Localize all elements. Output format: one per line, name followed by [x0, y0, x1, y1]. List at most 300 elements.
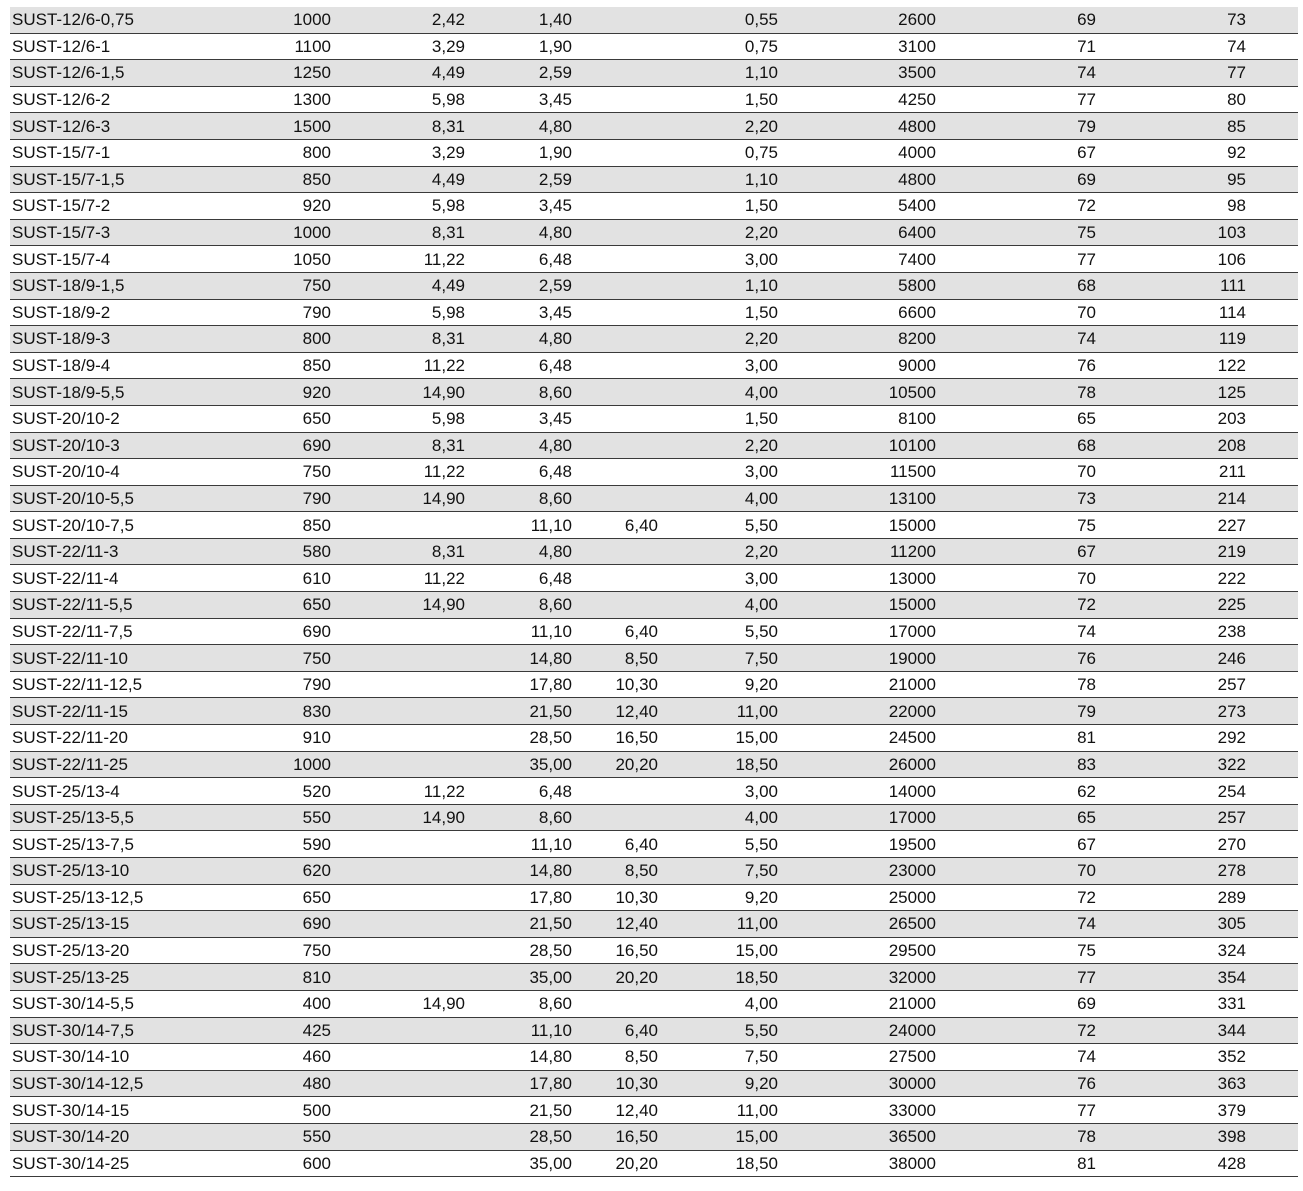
row-end-spacer [1246, 911, 1298, 938]
value-cell: 273 [1096, 698, 1246, 725]
table-row [10, 618, 1298, 645]
model-cell: SUST-12/6-3 [10, 113, 190, 140]
value-cell: 270 [1096, 831, 1246, 858]
value-cell: 36500 [778, 1123, 936, 1150]
value-cell [572, 272, 658, 299]
value-cell: 11,22 [331, 246, 465, 273]
value-cell: 6600 [778, 299, 936, 326]
model-cell: SUST-22/11-25 [10, 751, 190, 778]
value-cell [572, 804, 658, 831]
table-row [10, 193, 1298, 220]
value-cell: 6,40 [572, 1017, 658, 1044]
value-cell: 750 [190, 937, 331, 964]
value-cell: 4800 [778, 113, 936, 140]
row-end-spacer [1246, 405, 1298, 432]
value-cell [572, 485, 658, 512]
value-cell: 10,30 [572, 884, 658, 911]
value-cell: 810 [190, 964, 331, 991]
table-row [10, 645, 1298, 672]
value-cell: 7400 [778, 246, 936, 273]
value-cell: 3,45 [465, 86, 572, 113]
table-row [10, 911, 1298, 938]
value-cell: 2,59 [465, 166, 572, 193]
value-cell: 6,48 [465, 246, 572, 273]
table-row [10, 1097, 1298, 1124]
value-cell: 8,50 [572, 858, 658, 885]
table-row [10, 7, 1298, 33]
value-cell: 24500 [778, 725, 936, 752]
value-cell: 74 [936, 618, 1096, 645]
value-cell: 354 [1096, 964, 1246, 991]
value-cell: 32000 [778, 964, 936, 991]
value-cell: 9,20 [658, 671, 778, 698]
value-cell: 10,30 [572, 671, 658, 698]
value-cell: 3100 [778, 33, 936, 60]
value-cell: 920 [190, 379, 331, 406]
value-cell: 3,45 [465, 405, 572, 432]
value-cell [572, 432, 658, 459]
row-end-spacer [1246, 645, 1298, 672]
value-cell: 72 [936, 1017, 1096, 1044]
value-cell [331, 512, 465, 539]
value-cell: 5,50 [658, 1017, 778, 1044]
value-cell: 4000 [778, 139, 936, 166]
value-cell: 30000 [778, 1070, 936, 1097]
value-cell [572, 86, 658, 113]
table-row [10, 86, 1298, 113]
value-cell: 77 [936, 246, 1096, 273]
value-cell: 4,00 [658, 592, 778, 619]
value-cell: 23000 [778, 858, 936, 885]
value-cell: 26500 [778, 911, 936, 938]
value-cell: 15,00 [658, 1123, 778, 1150]
value-cell: 122 [1096, 352, 1246, 379]
model-cell: SUST-22/11-3 [10, 538, 190, 565]
value-cell: 600 [190, 1150, 331, 1177]
value-cell: 29500 [778, 937, 936, 964]
model-cell: SUST-15/7-1 [10, 139, 190, 166]
value-cell: 690 [190, 618, 331, 645]
value-cell: 2,59 [465, 60, 572, 87]
model-cell: SUST-22/11-20 [10, 725, 190, 752]
value-cell: 72 [936, 884, 1096, 911]
model-cell: SUST-12/6-1,5 [10, 60, 190, 87]
spec-table [10, 7, 1298, 1177]
value-cell: 15,00 [658, 937, 778, 964]
value-cell: 2,59 [465, 272, 572, 299]
value-cell: 5,50 [658, 512, 778, 539]
value-cell: 14,90 [331, 804, 465, 831]
value-cell: 95 [1096, 166, 1246, 193]
model-cell: SUST-22/11-12,5 [10, 671, 190, 698]
value-cell [572, 246, 658, 273]
row-end-spacer [1246, 459, 1298, 486]
value-cell: 114 [1096, 299, 1246, 326]
value-cell: 1,10 [658, 272, 778, 299]
model-cell: SUST-25/13-20 [10, 937, 190, 964]
table-row [10, 113, 1298, 140]
value-cell: 21,50 [465, 698, 572, 725]
value-cell: 17000 [778, 804, 936, 831]
model-cell: SUST-15/7-4 [10, 246, 190, 273]
model-cell: SUST-25/13-12,5 [10, 884, 190, 911]
row-end-spacer [1246, 326, 1298, 353]
value-cell: 79 [936, 698, 1096, 725]
value-cell: 246 [1096, 645, 1246, 672]
value-cell: 3,00 [658, 459, 778, 486]
value-cell [331, 698, 465, 725]
row-end-spacer [1246, 1017, 1298, 1044]
value-cell: 28,50 [465, 725, 572, 752]
value-cell: 67 [936, 139, 1096, 166]
row-end-spacer [1246, 538, 1298, 565]
value-cell: 4,00 [658, 379, 778, 406]
value-cell: 79 [936, 113, 1096, 140]
value-cell: 10100 [778, 432, 936, 459]
value-cell: 650 [190, 592, 331, 619]
model-cell: SUST-18/9-5,5 [10, 379, 190, 406]
value-cell: 2,20 [658, 538, 778, 565]
value-cell: 27500 [778, 1044, 936, 1071]
value-cell: 5,98 [331, 86, 465, 113]
value-cell: 830 [190, 698, 331, 725]
value-cell: 398 [1096, 1123, 1246, 1150]
value-cell: 1000 [190, 751, 331, 778]
value-cell: 6,48 [465, 778, 572, 805]
value-cell: 77 [936, 86, 1096, 113]
value-cell: 9,20 [658, 1070, 778, 1097]
value-cell: 14,90 [331, 990, 465, 1017]
row-end-spacer [1246, 937, 1298, 964]
value-cell: 21,50 [465, 911, 572, 938]
value-cell: 0,75 [658, 33, 778, 60]
table-row [10, 432, 1298, 459]
value-cell: 322 [1096, 751, 1246, 778]
value-cell: 278 [1096, 858, 1246, 885]
row-end-spacer [1246, 352, 1298, 379]
value-cell: 1,40 [465, 7, 572, 33]
value-cell: 7,50 [658, 858, 778, 885]
value-cell: 72 [936, 592, 1096, 619]
value-cell: 4,80 [465, 219, 572, 246]
value-cell: 81 [936, 1150, 1096, 1177]
value-cell: 65 [936, 405, 1096, 432]
value-cell: 14,80 [465, 858, 572, 885]
value-cell: 72 [936, 193, 1096, 220]
table-row [10, 725, 1298, 752]
value-cell: 6,40 [572, 831, 658, 858]
value-cell [331, 1097, 465, 1124]
value-cell: 8,60 [465, 990, 572, 1017]
value-cell [572, 592, 658, 619]
value-cell: 5,98 [331, 299, 465, 326]
value-cell [331, 618, 465, 645]
value-cell: 16,50 [572, 725, 658, 752]
value-cell: 69 [936, 166, 1096, 193]
value-cell: 11,00 [658, 1097, 778, 1124]
value-cell: 331 [1096, 990, 1246, 1017]
value-cell: 3,45 [465, 299, 572, 326]
model-cell: SUST-22/11-4 [10, 565, 190, 592]
value-cell [331, 858, 465, 885]
value-cell: 6,48 [465, 352, 572, 379]
value-cell: 4,80 [465, 538, 572, 565]
value-cell: 8,31 [331, 326, 465, 353]
value-cell: 103 [1096, 219, 1246, 246]
value-cell: 620 [190, 858, 331, 885]
value-cell: 8,50 [572, 645, 658, 672]
value-cell: 1,90 [465, 33, 572, 60]
value-cell: 92 [1096, 139, 1246, 166]
value-cell: 650 [190, 884, 331, 911]
model-cell: SUST-25/13-5,5 [10, 804, 190, 831]
value-cell: 24000 [778, 1017, 936, 1044]
value-cell: 1,10 [658, 166, 778, 193]
value-cell: 1000 [190, 7, 331, 33]
value-cell: 289 [1096, 884, 1246, 911]
value-cell [572, 219, 658, 246]
table-row [10, 831, 1298, 858]
table-row [10, 139, 1298, 166]
value-cell: 85 [1096, 113, 1246, 140]
value-cell: 83 [936, 751, 1096, 778]
row-end-spacer [1246, 778, 1298, 805]
value-cell: 225 [1096, 592, 1246, 619]
value-cell: 4800 [778, 166, 936, 193]
table-row [10, 1123, 1298, 1150]
table-row [10, 884, 1298, 911]
value-cell: 850 [190, 512, 331, 539]
row-end-spacer [1246, 113, 1298, 140]
value-cell: 16,50 [572, 1123, 658, 1150]
value-cell: 6400 [778, 219, 936, 246]
value-cell: 11200 [778, 538, 936, 565]
row-end-spacer [1246, 751, 1298, 778]
value-cell: 76 [936, 645, 1096, 672]
value-cell: 800 [190, 326, 331, 353]
value-cell: 10,30 [572, 1070, 658, 1097]
table-row [10, 326, 1298, 353]
value-cell: 11500 [778, 459, 936, 486]
value-cell: 38000 [778, 1150, 936, 1177]
value-cell: 70 [936, 858, 1096, 885]
table-row [10, 60, 1298, 87]
row-end-spacer [1246, 86, 1298, 113]
value-cell: 292 [1096, 725, 1246, 752]
row-end-spacer [1246, 858, 1298, 885]
row-end-spacer [1246, 804, 1298, 831]
table-row [10, 512, 1298, 539]
value-cell: 690 [190, 911, 331, 938]
value-cell: 28,50 [465, 1123, 572, 1150]
value-cell [572, 326, 658, 353]
value-cell [331, 671, 465, 698]
table-row [10, 405, 1298, 432]
value-cell: 8,50 [572, 1044, 658, 1071]
value-cell: 790 [190, 485, 331, 512]
value-cell: 610 [190, 565, 331, 592]
value-cell: 106 [1096, 246, 1246, 273]
value-cell: 750 [190, 459, 331, 486]
value-cell: 580 [190, 538, 331, 565]
table-row [10, 990, 1298, 1017]
value-cell: 8,31 [331, 219, 465, 246]
value-cell: 0,55 [658, 7, 778, 33]
value-cell [331, 725, 465, 752]
table-row [10, 246, 1298, 273]
row-end-spacer [1246, 884, 1298, 911]
value-cell: 1000 [190, 219, 331, 246]
value-cell: 3,00 [658, 352, 778, 379]
value-cell [572, 193, 658, 220]
value-cell: 650 [190, 405, 331, 432]
value-cell: 324 [1096, 937, 1246, 964]
model-cell: SUST-12/6-0,75 [10, 7, 190, 33]
value-cell: 74 [936, 1044, 1096, 1071]
value-cell: 76 [936, 1070, 1096, 1097]
row-end-spacer [1246, 7, 1298, 33]
model-cell: SUST-12/6-1 [10, 33, 190, 60]
model-cell: SUST-22/11-15 [10, 698, 190, 725]
value-cell: 76 [936, 352, 1096, 379]
model-cell: SUST-25/13-15 [10, 911, 190, 938]
table-row [10, 33, 1298, 60]
value-cell: 68 [936, 432, 1096, 459]
value-cell: 363 [1096, 1070, 1246, 1097]
row-end-spacer [1246, 33, 1298, 60]
value-cell: 11,10 [465, 512, 572, 539]
value-cell: 344 [1096, 1017, 1246, 1044]
value-cell: 400 [190, 990, 331, 1017]
value-cell [572, 352, 658, 379]
value-cell: 17000 [778, 618, 936, 645]
value-cell [572, 459, 658, 486]
value-cell: 5,98 [331, 405, 465, 432]
value-cell [572, 33, 658, 60]
table-row [10, 272, 1298, 299]
table-row [10, 352, 1298, 379]
row-end-spacer [1246, 379, 1298, 406]
value-cell: 750 [190, 645, 331, 672]
table-row [10, 751, 1298, 778]
value-cell: 67 [936, 538, 1096, 565]
value-cell: 7,50 [658, 1044, 778, 1071]
value-cell: 14,90 [331, 485, 465, 512]
value-cell: 9,20 [658, 884, 778, 911]
value-cell: 352 [1096, 1044, 1246, 1071]
value-cell: 203 [1096, 405, 1246, 432]
row-end-spacer [1246, 139, 1298, 166]
value-cell: 18,50 [658, 964, 778, 991]
value-cell: 11,22 [331, 459, 465, 486]
value-cell: 20,20 [572, 1150, 658, 1177]
value-cell [572, 7, 658, 33]
value-cell: 20,20 [572, 964, 658, 991]
row-end-spacer [1246, 512, 1298, 539]
value-cell: 8100 [778, 405, 936, 432]
row-end-spacer [1246, 990, 1298, 1017]
value-cell: 14,80 [465, 645, 572, 672]
value-cell: 1300 [190, 86, 331, 113]
row-end-spacer [1246, 219, 1298, 246]
model-cell: SUST-20/10-5,5 [10, 485, 190, 512]
table-row [10, 538, 1298, 565]
value-cell: 10500 [778, 379, 936, 406]
value-cell [331, 751, 465, 778]
table-row [10, 964, 1298, 991]
value-cell [572, 166, 658, 193]
model-cell: SUST-30/14-7,5 [10, 1017, 190, 1044]
model-cell: SUST-20/10-7,5 [10, 512, 190, 539]
value-cell: 11,00 [658, 911, 778, 938]
value-cell: 850 [190, 166, 331, 193]
value-cell: 35,00 [465, 1150, 572, 1177]
value-cell: 750 [190, 272, 331, 299]
table-row [10, 592, 1298, 619]
row-end-spacer [1246, 432, 1298, 459]
row-end-spacer [1246, 698, 1298, 725]
value-cell: 790 [190, 671, 331, 698]
value-cell: 800 [190, 139, 331, 166]
value-cell: 8,31 [331, 113, 465, 140]
table-row [10, 299, 1298, 326]
value-cell: 3,00 [658, 565, 778, 592]
value-cell: 65 [936, 804, 1096, 831]
value-cell: 70 [936, 565, 1096, 592]
value-cell: 18,50 [658, 1150, 778, 1177]
model-cell: SUST-30/14-20 [10, 1123, 190, 1150]
table-row [10, 1150, 1298, 1177]
value-cell: 111 [1096, 272, 1246, 299]
value-cell [331, 884, 465, 911]
value-cell [331, 1150, 465, 1177]
value-cell: 13100 [778, 485, 936, 512]
model-cell: SUST-22/11-5,5 [10, 592, 190, 619]
value-cell: 11,22 [331, 778, 465, 805]
model-cell: SUST-25/13-25 [10, 964, 190, 991]
model-cell: SUST-18/9-2 [10, 299, 190, 326]
value-cell: 73 [936, 485, 1096, 512]
value-cell: 78 [936, 671, 1096, 698]
value-cell [572, 379, 658, 406]
value-cell: 28,50 [465, 937, 572, 964]
value-cell [331, 1123, 465, 1150]
value-cell: 68 [936, 272, 1096, 299]
value-cell: 14,80 [465, 1044, 572, 1071]
value-cell [331, 964, 465, 991]
model-cell: SUST-18/9-4 [10, 352, 190, 379]
value-cell: 3,00 [658, 246, 778, 273]
value-cell [331, 911, 465, 938]
value-cell: 11,10 [465, 831, 572, 858]
value-cell: 33000 [778, 1097, 936, 1124]
value-cell: 67 [936, 831, 1096, 858]
value-cell: 8,60 [465, 485, 572, 512]
value-cell: 75 [936, 512, 1096, 539]
value-cell: 12,40 [572, 1097, 658, 1124]
row-end-spacer [1246, 166, 1298, 193]
value-cell [572, 990, 658, 1017]
row-end-spacer [1246, 299, 1298, 326]
value-cell: 98 [1096, 193, 1246, 220]
row-end-spacer [1246, 1123, 1298, 1150]
value-cell: 14,90 [331, 379, 465, 406]
value-cell: 520 [190, 778, 331, 805]
value-cell: 74 [936, 326, 1096, 353]
row-end-spacer [1246, 1097, 1298, 1124]
value-cell: 69 [936, 990, 1096, 1017]
value-cell: 8,60 [465, 379, 572, 406]
